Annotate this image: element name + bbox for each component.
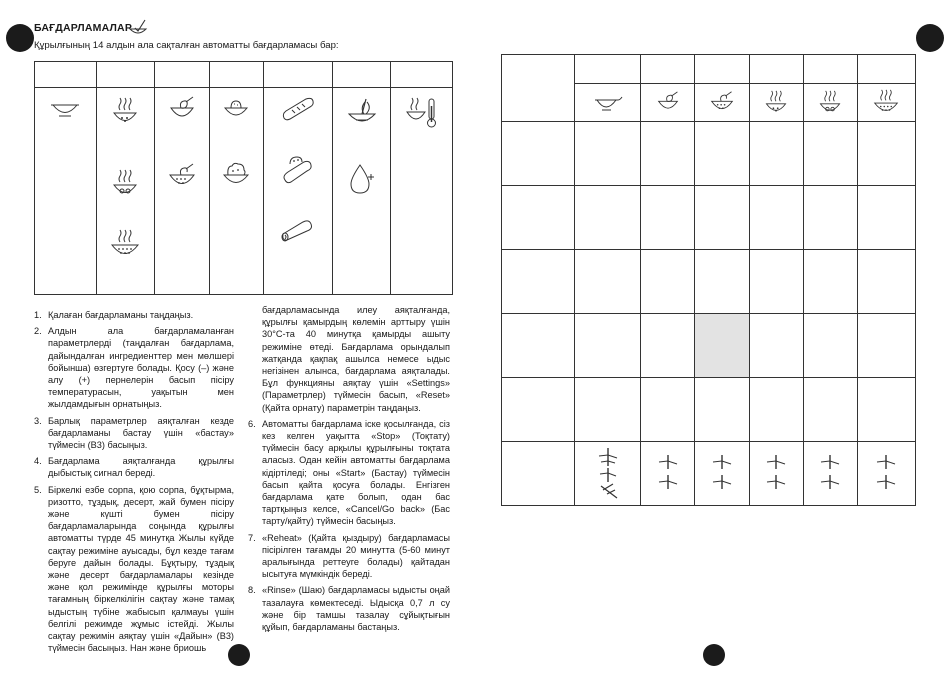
blade-cell [695,441,749,505]
rising-dough-icon [221,160,251,190]
header-icon-cell [695,84,749,122]
header-cell [96,62,154,88]
grid-cell [641,186,695,250]
grid-cell [641,122,695,186]
header-icon-cell [857,84,915,122]
blade-pair-icon [817,453,843,493]
row-label-cell [502,377,575,441]
header-cell [154,62,209,88]
blade-cell [803,441,857,505]
grid-cell [749,313,803,377]
instruction-item: 6. Автоматты бағдарлама іске қосылғанда, сіз кез келген уақытта «Stop» (Тоқтату) түймесін басу арқылы құрылғыны тоқтата аласыз. Одан кейін автоматты бағдарлама кідіртіледі; оны «Start» (Бастау) түймесін басып қайта қосуға болады. Енгізген бағдарлама қате болып, одан бас тартқыңыз келсе, «Cancel/Go back» (Бас тарту/қайту) түймесін басыңыз. [248,418,450,527]
bowl-icon [48,96,82,120]
page-title: БАҒДАРЛАМАЛАР [34,22,133,34]
steam-colander-icon [109,228,141,262]
grid-cell [695,186,749,250]
page-marker-bottom-right [703,644,725,666]
whisk-bowl-icon [346,96,378,128]
blade-cell [857,441,915,505]
instructions-column-1 [34,309,234,658]
grid-cell [857,313,915,377]
steam-basket-icon [110,168,140,200]
grid-cell [749,122,803,186]
header-icon-cell [803,84,857,122]
grid-cell-shaded [695,313,749,377]
grid-cell [857,377,915,441]
blade-cell [641,441,695,505]
instruction-item: 4. Бағдарлама аяқталғанда құрылғы дыбыстық сигнал береді. [34,456,234,479]
program-column [35,88,97,295]
header-icon-cell [575,84,641,122]
instruction-item: 1. Қалаған бағдарламаны таңдаңыз. [34,310,194,320]
programs-icon-table [34,61,453,295]
blade-pair-icon [655,453,681,493]
grid-cell [695,122,749,186]
row-label-cell [502,313,575,377]
grid-cell [575,377,641,441]
grid-cell [803,186,857,250]
grid-cell [803,377,857,441]
grid-cell [803,250,857,314]
program-column [333,88,391,295]
grid-cell [575,313,641,377]
grid-cell [857,186,915,250]
grid-cell [803,122,857,186]
grid-cell [749,186,803,250]
program-column [391,88,453,295]
row-label-cell [502,441,575,505]
header-cell [35,62,97,88]
grid-cell [749,250,803,314]
rolled-bread-icon [279,216,317,242]
bread-loaf-icon [280,152,316,186]
grid-cell [575,250,641,314]
program-column [264,88,333,295]
row-label-cell [502,250,575,314]
steam-basket-icon [817,89,843,117]
blade-cell [749,441,803,505]
settings-grid-table [501,54,916,506]
row-label-cell [502,122,575,186]
instruction-item: 7. «Reheat» (Қайта қыздыру) бағдарламасы пісірілген тағамды 20 минутта (5-60 минут аралығында реттеуге болады) қайтадан ысытуға мүмкіндік береді. [248,532,450,580]
page-subtitle: Құрылғының 14 алдын ала сақталған автоматты бағдарламасы бар: [34,40,339,51]
grid-cell [857,250,915,314]
header-cell [575,55,641,84]
blade-pair-icon [709,453,735,493]
grid-cell [641,377,695,441]
blade-assembly-icon [595,446,621,500]
instruction-item: 5. Біркелкі езбе сорпа, қою сорпа, бұқтырма, ризотто, тұздық, десерт, жай бумен пісіру және күшті бумен пісіру бағдарламаларында соңында құрылғы автоматты түрде 45 минутқа Жылы күйде сақтау режиміне ауысады, бұл кезде тағам беруге дайын болады. Бұқтыру, тұздық және десерт бағдарламалары кезінде және қол режимінде құрылғы моторы тағамның біркелкілігін сақтау және тамақ ыдыстың түбіне жабысып қалмауы үшін белгілі режимде жұмыс істейді. Жылы сақтау режимін аяқтау үшін «Дайын» (В3) түймесін басыңыз. Нан және бриошь [34,484,234,654]
instruction-item: 2. Алдын ала бағдарламаланған параметрлерді (таңдалған бағдарлама, дайындалған ингредиенттер мен мөлшері бойынша) өзгертуге болады. Қосу (–) және алу (+) пернелерін басып пісіру температурасын, уақытын мен жылдамдығын орнатыңыз. [34,326,234,410]
instruction-item: 3. Барлық параметрлер аяқталған кезде бағдарламаны бастау үшін «бастау» түймесін (В3) басыңыз. [34,415,234,451]
page-marker-top-right [916,24,944,52]
instructions-column-2 [248,304,450,637]
grid-cell [857,122,915,186]
header-cell [391,62,453,88]
grid-cell [749,377,803,441]
steam-colander-icon [872,88,900,118]
header-cell [695,55,749,84]
header-icon-cell [749,84,803,122]
program-column [154,88,209,295]
bowl-check-icon [128,17,148,37]
blade-cell [575,441,641,505]
grid-cell [803,313,857,377]
steam-bowl-icon [110,96,140,128]
grid-cell [695,377,749,441]
header-cell [803,55,857,84]
header-cell [641,55,695,84]
page-marker-top-left [6,24,34,52]
grid-cell [695,250,749,314]
corner-cell [502,55,575,122]
ladle-bowl-icon [167,96,197,124]
blade-pair-icon [873,453,899,493]
water-drop-icon [347,162,377,196]
thermometer-bowl-icon [405,96,439,130]
ladle-colander-icon [709,90,735,116]
grid-cell [575,122,641,186]
instruction-item: 8. «Rinse» (Шаю) бағдарламасы ыдысты оңай тазалауға көмектеседі. Ыдысқа 0,7 л су және бір тамшы тазалау сұйықтығын құйып, бағдарламаны бастаңыз. [248,585,450,633]
header-cell [749,55,803,84]
program-column [96,88,154,295]
grid-cell [641,313,695,377]
gravy-boat-icon [592,92,624,114]
steam-bowl-icon [763,89,789,117]
blade-pair-icon [763,453,789,493]
row-label-cell [502,186,575,250]
ladle-colander-icon [167,162,197,192]
dough-bowl-icon [222,96,250,122]
program-column [209,88,264,295]
grid-cell [575,186,641,250]
header-cell [857,55,915,84]
ladle-bowl-icon [655,91,681,115]
header-cell [333,62,391,88]
header-icon-cell [641,84,695,122]
header-cell [264,62,333,88]
grid-cell [641,250,695,314]
instruction-continuation: бағдарламасында илеу аяқталғанда, құрылғы қамырдың көлемін арттыру үшін 30°C-та 40 минутқа қамырды ашыту режиміне өтеді. Бағдарлама орындалып жатқанда қақпақ ашылса немесе ыдыс негізінен алынса, бағдарлама аяқталады. Бұл функцияны аяқтау үшін «Settings» (Параметрлер) түймесін басып, «Reset» (Қайта орнату) параметрін таңдаңыз. [262,305,450,413]
baguette-icon [280,96,316,122]
header-cell [209,62,264,88]
